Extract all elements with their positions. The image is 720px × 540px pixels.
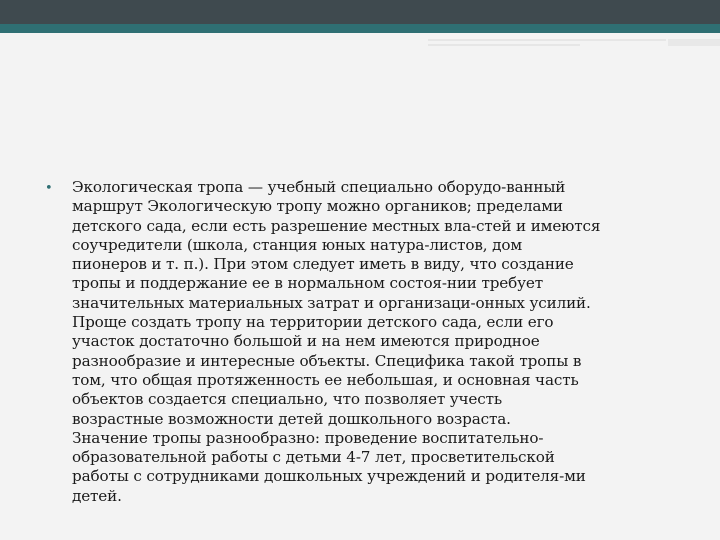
- text-line: разнообразие и интересные объекты. Специфика такой тропы в: [72, 351, 582, 370]
- text-line: работы с сотрудниками дошкольных учреждений и родителя-ми: [72, 467, 586, 486]
- text-line: соучредители (школа, станция юных натура-листов, дом: [72, 235, 523, 254]
- text-line: объектов создается специально, что позволяет учесть: [72, 390, 502, 409]
- text-line: пионеров и т. п.). При этом следует иметь в виду, что создание: [72, 255, 574, 274]
- accent-line: [428, 39, 666, 41]
- text-line: Экологическая тропа — учебный специально оборудо-ванный: [72, 178, 566, 196]
- text-line: том, что общая протяженность ее небольшая, и основная часть: [72, 370, 579, 389]
- text-line: значительных материальных затрат и организаци-онных усилий.: [72, 293, 591, 312]
- body-paragraph: [52, 178, 698, 506]
- text-line: возрастные возможности детей дошкольного возраста.: [72, 409, 511, 428]
- header-band-teal: [0, 24, 720, 33]
- accent-line: [668, 39, 720, 46]
- bullet-marker: •: [45, 181, 53, 196]
- text-line: тропы и поддержание ее в нормальном состоя-нии требует: [72, 274, 543, 293]
- text-line: участок достаточно большой и на нем имеются природное: [72, 332, 540, 351]
- text-line: Значение тропы разнообразно: проведение воспитательно-: [72, 428, 544, 447]
- accent-line: [428, 44, 580, 46]
- text-line: образовательной работы с детьми 4-7 лет, просветительской: [72, 448, 555, 467]
- text-line: детей.: [72, 486, 122, 505]
- text-line: маршрут Экологическую тропу можно органиков; пределами: [72, 197, 563, 216]
- header-band-dark: [0, 0, 720, 24]
- text-line: Проще создать тропу на территории детского сада, если его: [72, 313, 554, 332]
- text-line: детского сада, если есть разрешение местных вла-стей и имеются: [72, 216, 601, 235]
- slide-content: [45, 178, 698, 506]
